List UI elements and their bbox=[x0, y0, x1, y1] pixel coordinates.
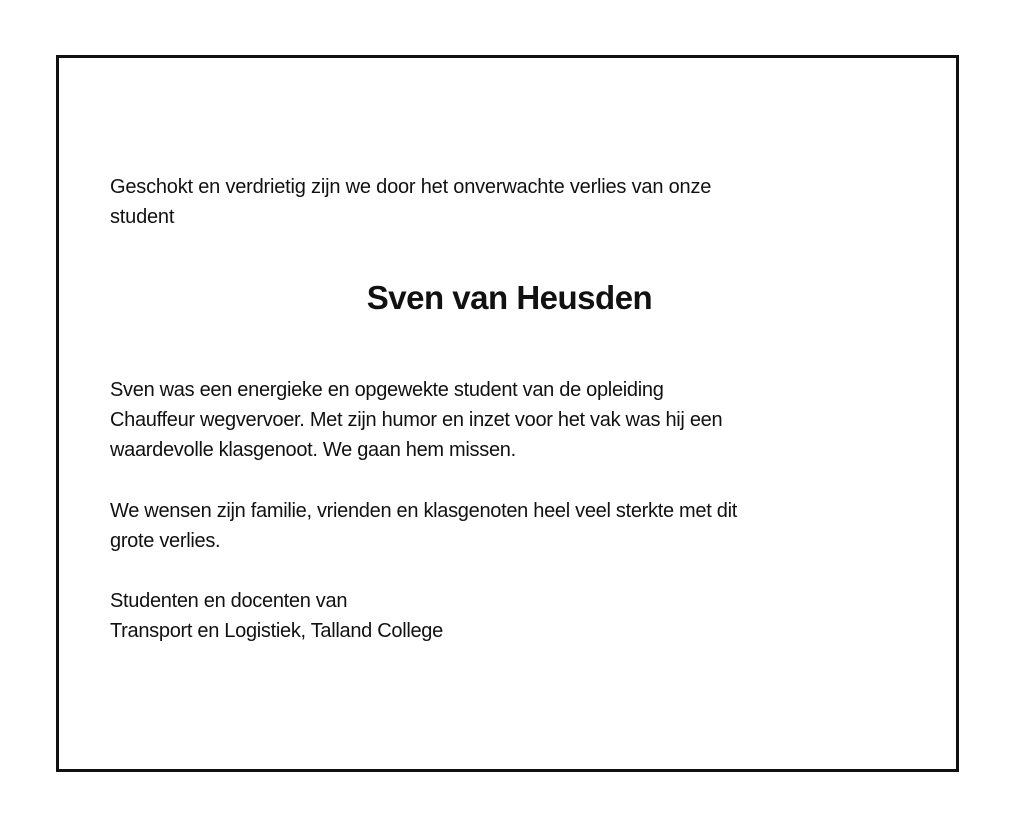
card-content bbox=[110, 172, 890, 642]
signature-line: Transport en Logistiek, Talland College bbox=[110, 620, 443, 642]
tribute-line: Sven was een energieke en opgewekte student van de opleiding bbox=[110, 379, 664, 401]
condolence-line: We wensen zijn familie, vrienden en klasgenoten heel veel sterkte met dit bbox=[110, 500, 737, 522]
condolence-card bbox=[56, 55, 959, 772]
deceased-name: Sven van Heusden bbox=[366, 279, 653, 316]
intro-line: student bbox=[110, 206, 175, 228]
tribute-line: Chauffeur wegvervoer. Met zijn humor en inzet voor het vak was hij een bbox=[110, 409, 723, 431]
intro-line: Geschokt en verdrietig zijn we door het onverwachte verlies van onze bbox=[110, 176, 712, 198]
signature-line: Studenten en docenten van bbox=[110, 590, 348, 612]
intro-text bbox=[110, 172, 890, 232]
tribute-line: waardevolle klasgenoot. We gaan hem missen. bbox=[110, 439, 516, 461]
signature bbox=[110, 586, 900, 646]
condolence-line: grote verlies. bbox=[110, 530, 221, 552]
tribute-paragraph bbox=[110, 375, 900, 465]
condolence-paragraph bbox=[110, 496, 900, 556]
